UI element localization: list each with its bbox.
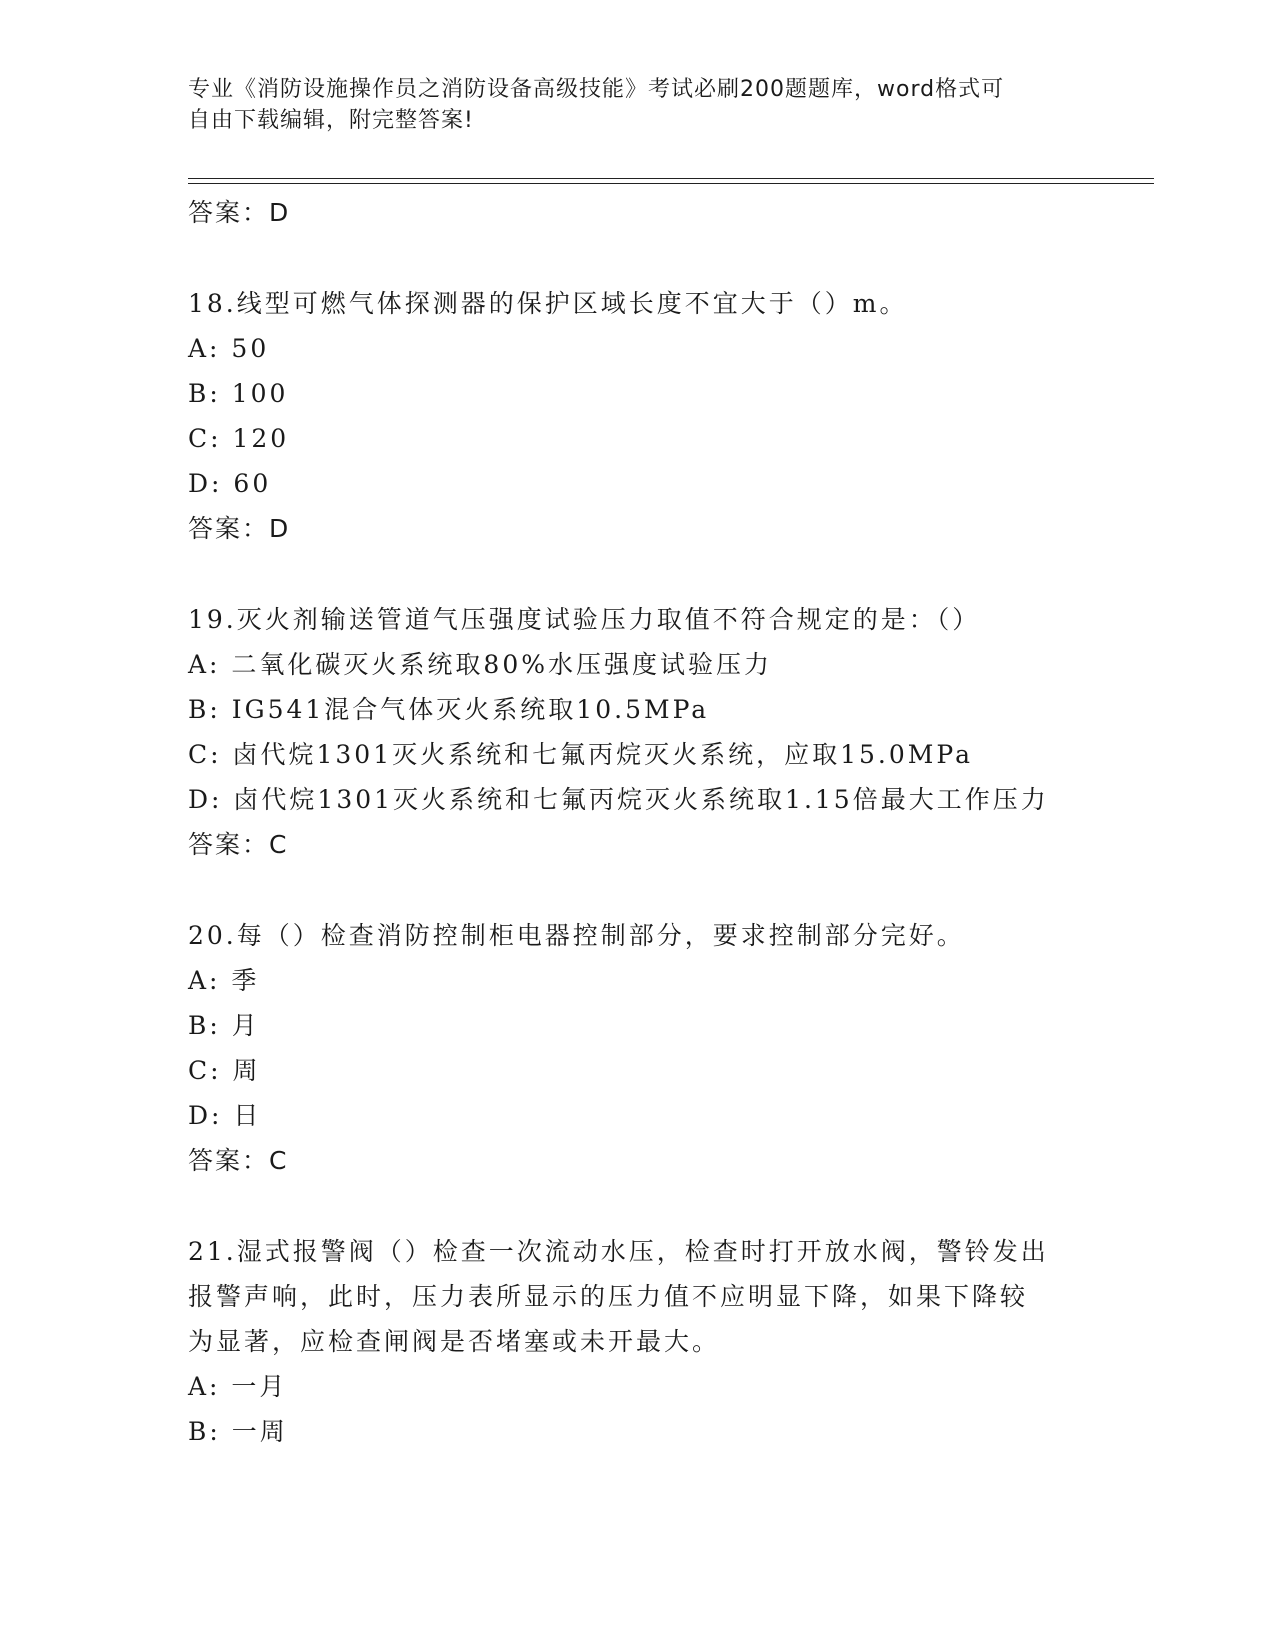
option-b: B: 100 [188, 379, 289, 408]
option-b: B: 月 [188, 1011, 260, 1040]
question-stem-line-2: 报警声响，此时，压力表所显示的压力值不应明显下降，如果下降较 [188, 1282, 1029, 1311]
question-18 [188, 281, 1088, 551]
question-list [188, 190, 1088, 1454]
header-rule-bottom [188, 183, 1154, 184]
question-21 [188, 1229, 1088, 1454]
option-b: B: IG541混合气体灭火系统取10.5MPa [188, 695, 710, 724]
question-stem-line-1: 21.湿式报警阀（）检查一次流动水压，检查时打开放水阀，警铃发出 [188, 1237, 1049, 1266]
answer-line: 答案：C [188, 830, 289, 859]
option-c: C: 卤代烷1301灭火系统和七氟丙烷灭火系统，应取15.0MPa [188, 740, 973, 769]
option-a: A: 二氧化碳灭火系统取80%水压强度试验压力 [188, 650, 772, 679]
option-a: A: 季 [188, 966, 260, 995]
question-20 [188, 913, 1088, 1183]
question-stem-line-3: 为显著，应检查闸阀是否堵塞或未开最大。 [188, 1327, 721, 1356]
question-stem: 18.线型可燃气体探测器的保护区域长度不宜大于（）m。 [188, 289, 908, 318]
option-c: C: 周 [188, 1056, 261, 1085]
header-rule-top [188, 178, 1154, 179]
option-d: D: 卤代烷1301灭火系统和七氟丙烷灭火系统取1.15倍最大工作压力 [188, 785, 1049, 814]
question-19 [188, 597, 1088, 867]
answer-line: 答案：C [188, 1146, 289, 1175]
option-b: B: 一周 [188, 1417, 288, 1446]
question-stem: 19.灭火剂输送管道气压强度试验压力取值不符合规定的是：（） [188, 605, 981, 634]
option-c: C: 120 [188, 424, 290, 453]
header-line-2: 自由下载编辑，附完整答案! [188, 108, 474, 133]
option-d: D: 60 [188, 469, 272, 498]
option-d: D: 日 [188, 1101, 262, 1130]
answer-line: 答案：D [188, 514, 291, 543]
header-line-1: 专业《消防设施操作员之消防设备高级技能》考试必刷200题题库，word格式可 [188, 77, 1005, 102]
answer-line: 答案：D [188, 198, 291, 227]
document-header [188, 74, 1068, 136]
option-a: A: 50 [188, 334, 270, 363]
option-a: A: 一月 [188, 1372, 288, 1401]
question-stem: 20.每（）检查消防控制柜电器控制部分，要求控制部分完好。 [188, 921, 965, 950]
